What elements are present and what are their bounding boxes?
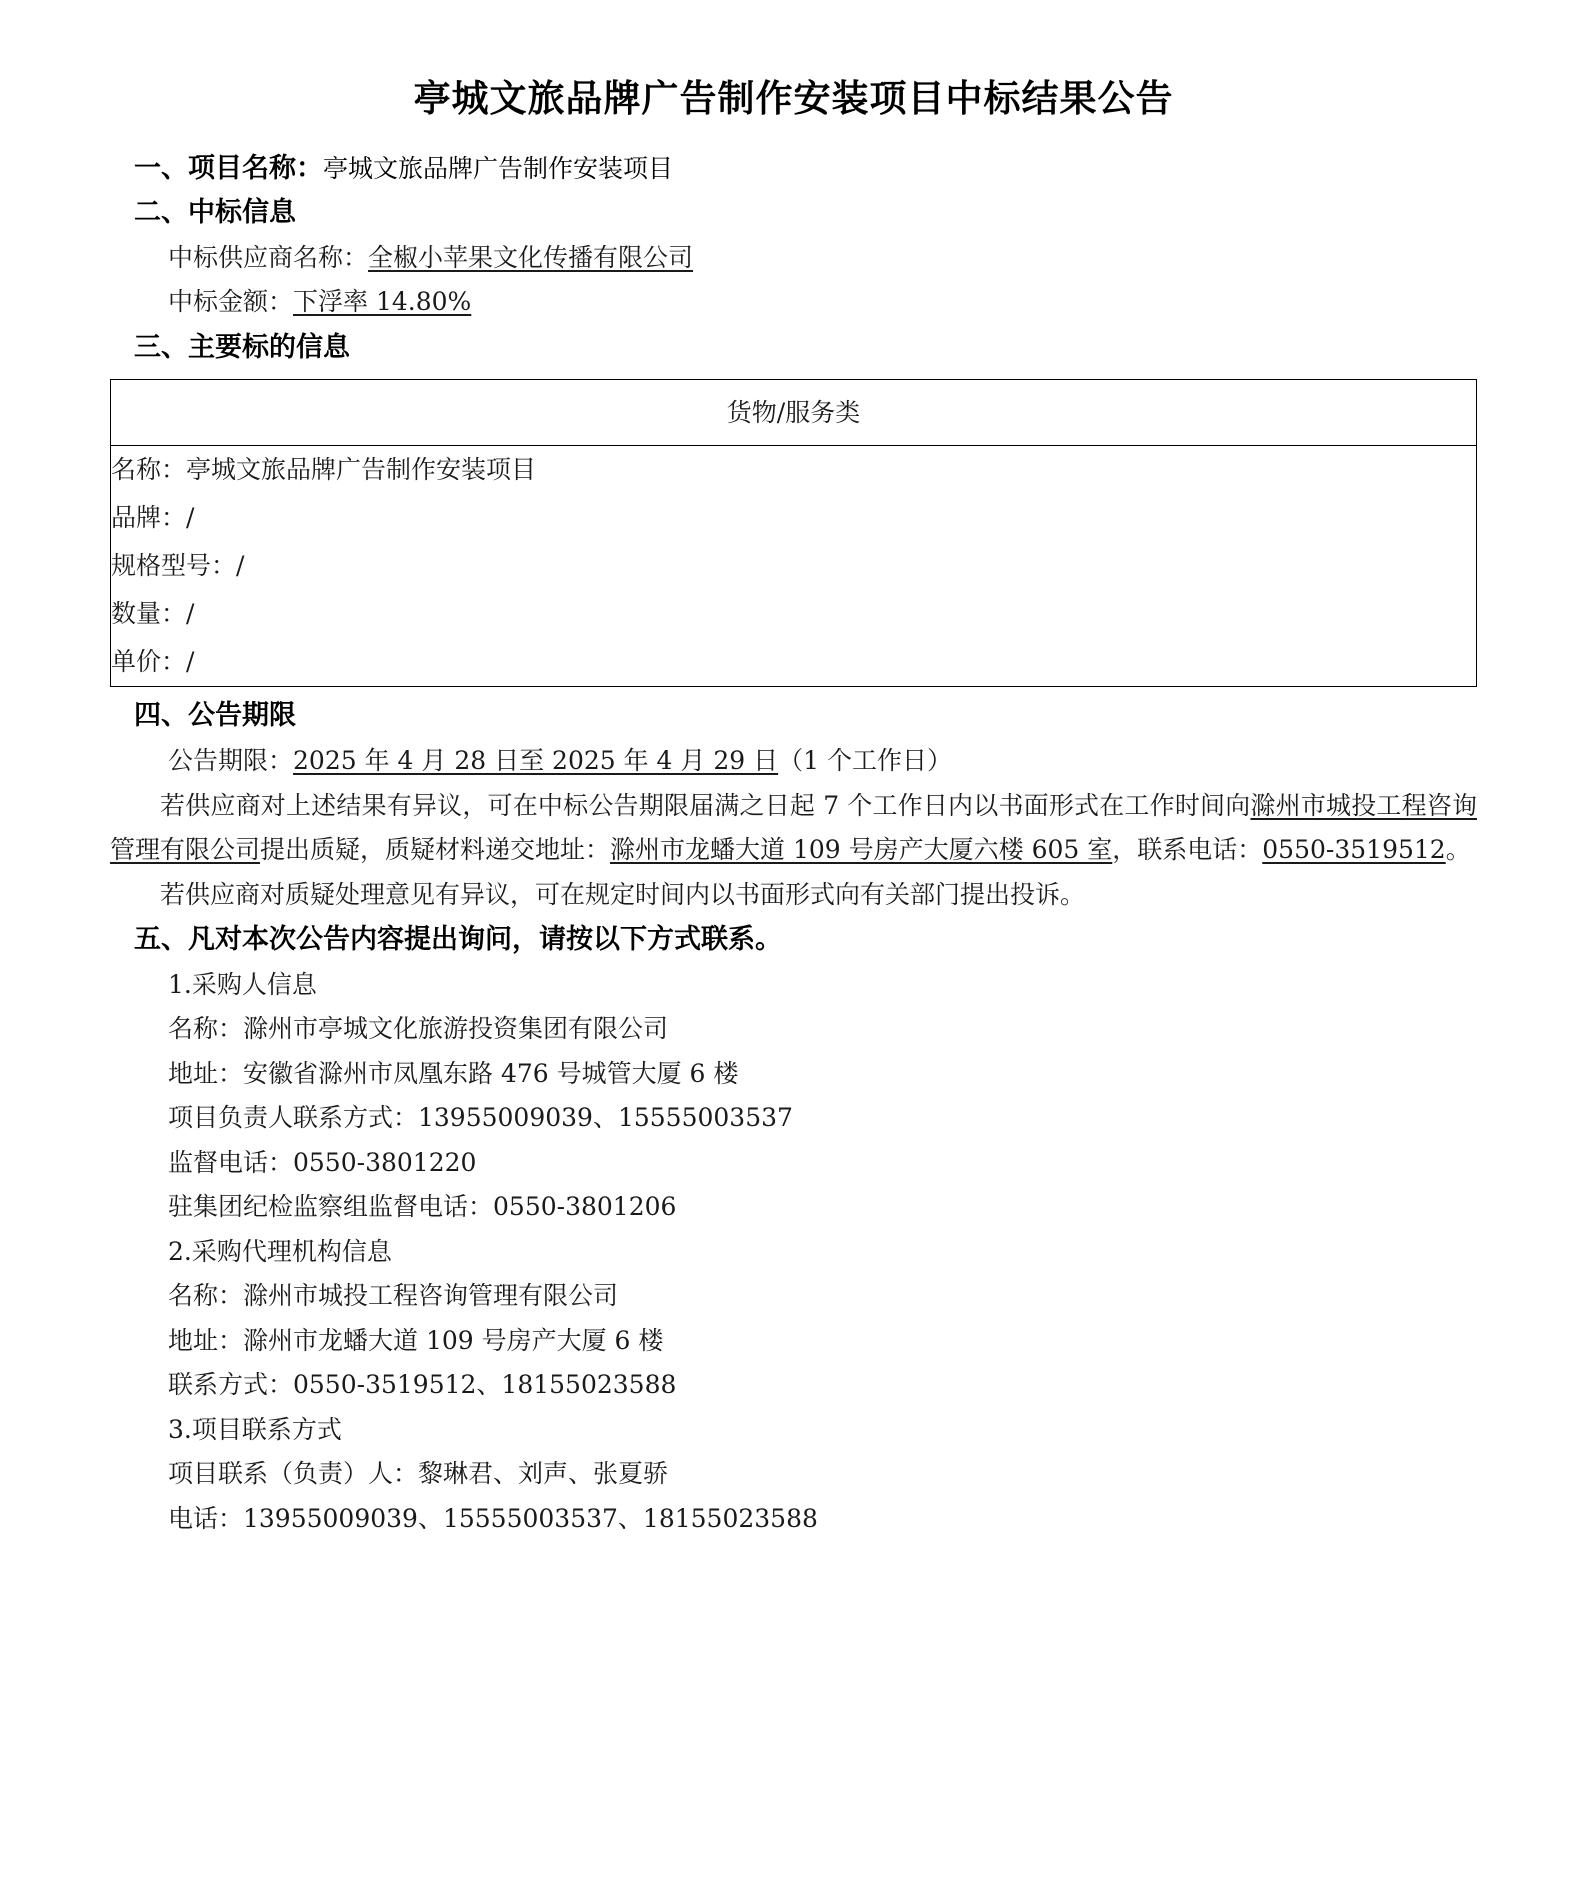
section-bid-info-heading: 二、中标信息 <box>134 197 296 229</box>
purchaser-supervision-phone: 监督电话：0550-3801220 <box>168 1147 477 1177</box>
objection-agency-name: 滁州市城投工程咨询管理有限公司 <box>110 790 1477 865</box>
project-contact-phones: 电话：13955009039、15555003537、18155023588 <box>168 1503 818 1533</box>
subject-row-brand: 品牌：/ <box>111 503 195 533</box>
objection-part-1: 若供应商对上述结果有异议，可在中标公告期限届满之日起 7 个工作日内以书面形式在工作时间向 <box>160 790 1251 820</box>
subject-row-name: 名称：亭城文旅品牌广告制作安装项目 <box>111 455 537 485</box>
announcement-period-suffix: （1 个工作日） <box>778 746 952 776</box>
purchaser-discipline-phone: 驻集团纪检监察组监督电话：0550-3801206 <box>168 1192 677 1222</box>
objection-part-3: ，联系电话： <box>1112 835 1263 865</box>
project-contact-subheading: 3.项目联系方式 <box>168 1414 342 1444</box>
objection-part-4: 。 <box>1445 835 1471 865</box>
subject-info-table <box>110 379 1477 688</box>
subject-row-unit-price: 单价：/ <box>111 647 195 677</box>
section-subject-info-heading: 三、主要标的信息 <box>134 331 350 363</box>
winning-supplier-value: 全椒小苹果文化传播有限公司 <box>368 242 694 272</box>
table-header-row <box>111 379 1477 446</box>
subject-row-spec: 规格型号：/ <box>111 551 245 581</box>
table-row <box>111 446 1477 687</box>
complaint-paragraph: 若供应商对质疑处理意见有异议，可在规定时间内以书面形式向有关部门提出投诉。 <box>160 879 1086 909</box>
agency-address: 地址：滁州市龙蟠大道 109 号房产大厦 6 楼 <box>168 1325 664 1355</box>
purchaser-name: 名称：滁州市亭城文化旅游投资集团有限公司 <box>168 1014 669 1044</box>
announcement-period-line <box>110 739 1477 784</box>
project-contact-persons: 项目联系（负责）人：黎琳君、刘声、张夏骄 <box>168 1459 669 1489</box>
section-contact-heading: 五、凡对本次公告内容提出询问，请按以下方式联系。 <box>134 924 782 956</box>
objection-address: 滁州市龙蟠大道 109 号房产大厦六楼 605 室 <box>610 835 1113 865</box>
agency-name: 名称：滁州市城投工程咨询管理有限公司 <box>168 1281 619 1311</box>
announcement-period-label: 公告期限： <box>168 746 294 776</box>
objection-paragraph <box>110 784 1477 873</box>
section-project-name-heading: 一、项目名称： <box>134 153 323 185</box>
purchaser-project-manager-contact: 项目负责人联系方式：13955009039、15555003537 <box>168 1103 793 1133</box>
purchaser-address: 地址：安徽省滁州市凤凰东路 476 号城管大厦 6 楼 <box>168 1058 739 1088</box>
winning-supplier-label: 中标供应商名称： <box>168 242 369 272</box>
section-project-name <box>110 148 1477 190</box>
section-announcement-period-heading: 四、公告期限 <box>134 700 296 732</box>
objection-phone: 0550-3519512 <box>1262 835 1446 865</box>
winning-amount-value: 下浮率 14.80% <box>293 287 472 317</box>
purchaser-subheading: 1.采购人信息 <box>168 969 317 999</box>
agency-subheading: 2.采购代理机构信息 <box>168 1236 392 1266</box>
agency-phone: 联系方式：0550-3519512、18155023588 <box>168 1370 677 1400</box>
objection-part-2: 提出质疑，质疑材料递交地址： <box>260 835 611 865</box>
winning-amount-line <box>110 280 1477 325</box>
winning-supplier-line <box>110 236 1477 281</box>
subject-row-quantity: 数量：/ <box>111 599 195 629</box>
project-name-value: 亭城文旅品牌广告制作安装项目 <box>323 154 674 184</box>
winning-amount-label: 中标金额： <box>168 287 294 317</box>
page-title: 亭城文旅品牌广告制作安装项目中标结果公告 <box>413 77 1174 120</box>
table-header-cell: 货物/服务类 <box>726 397 861 427</box>
announcement-period-value: 2025 年 4 月 28 日至 2025 年 4 月 29 日 <box>293 746 779 776</box>
